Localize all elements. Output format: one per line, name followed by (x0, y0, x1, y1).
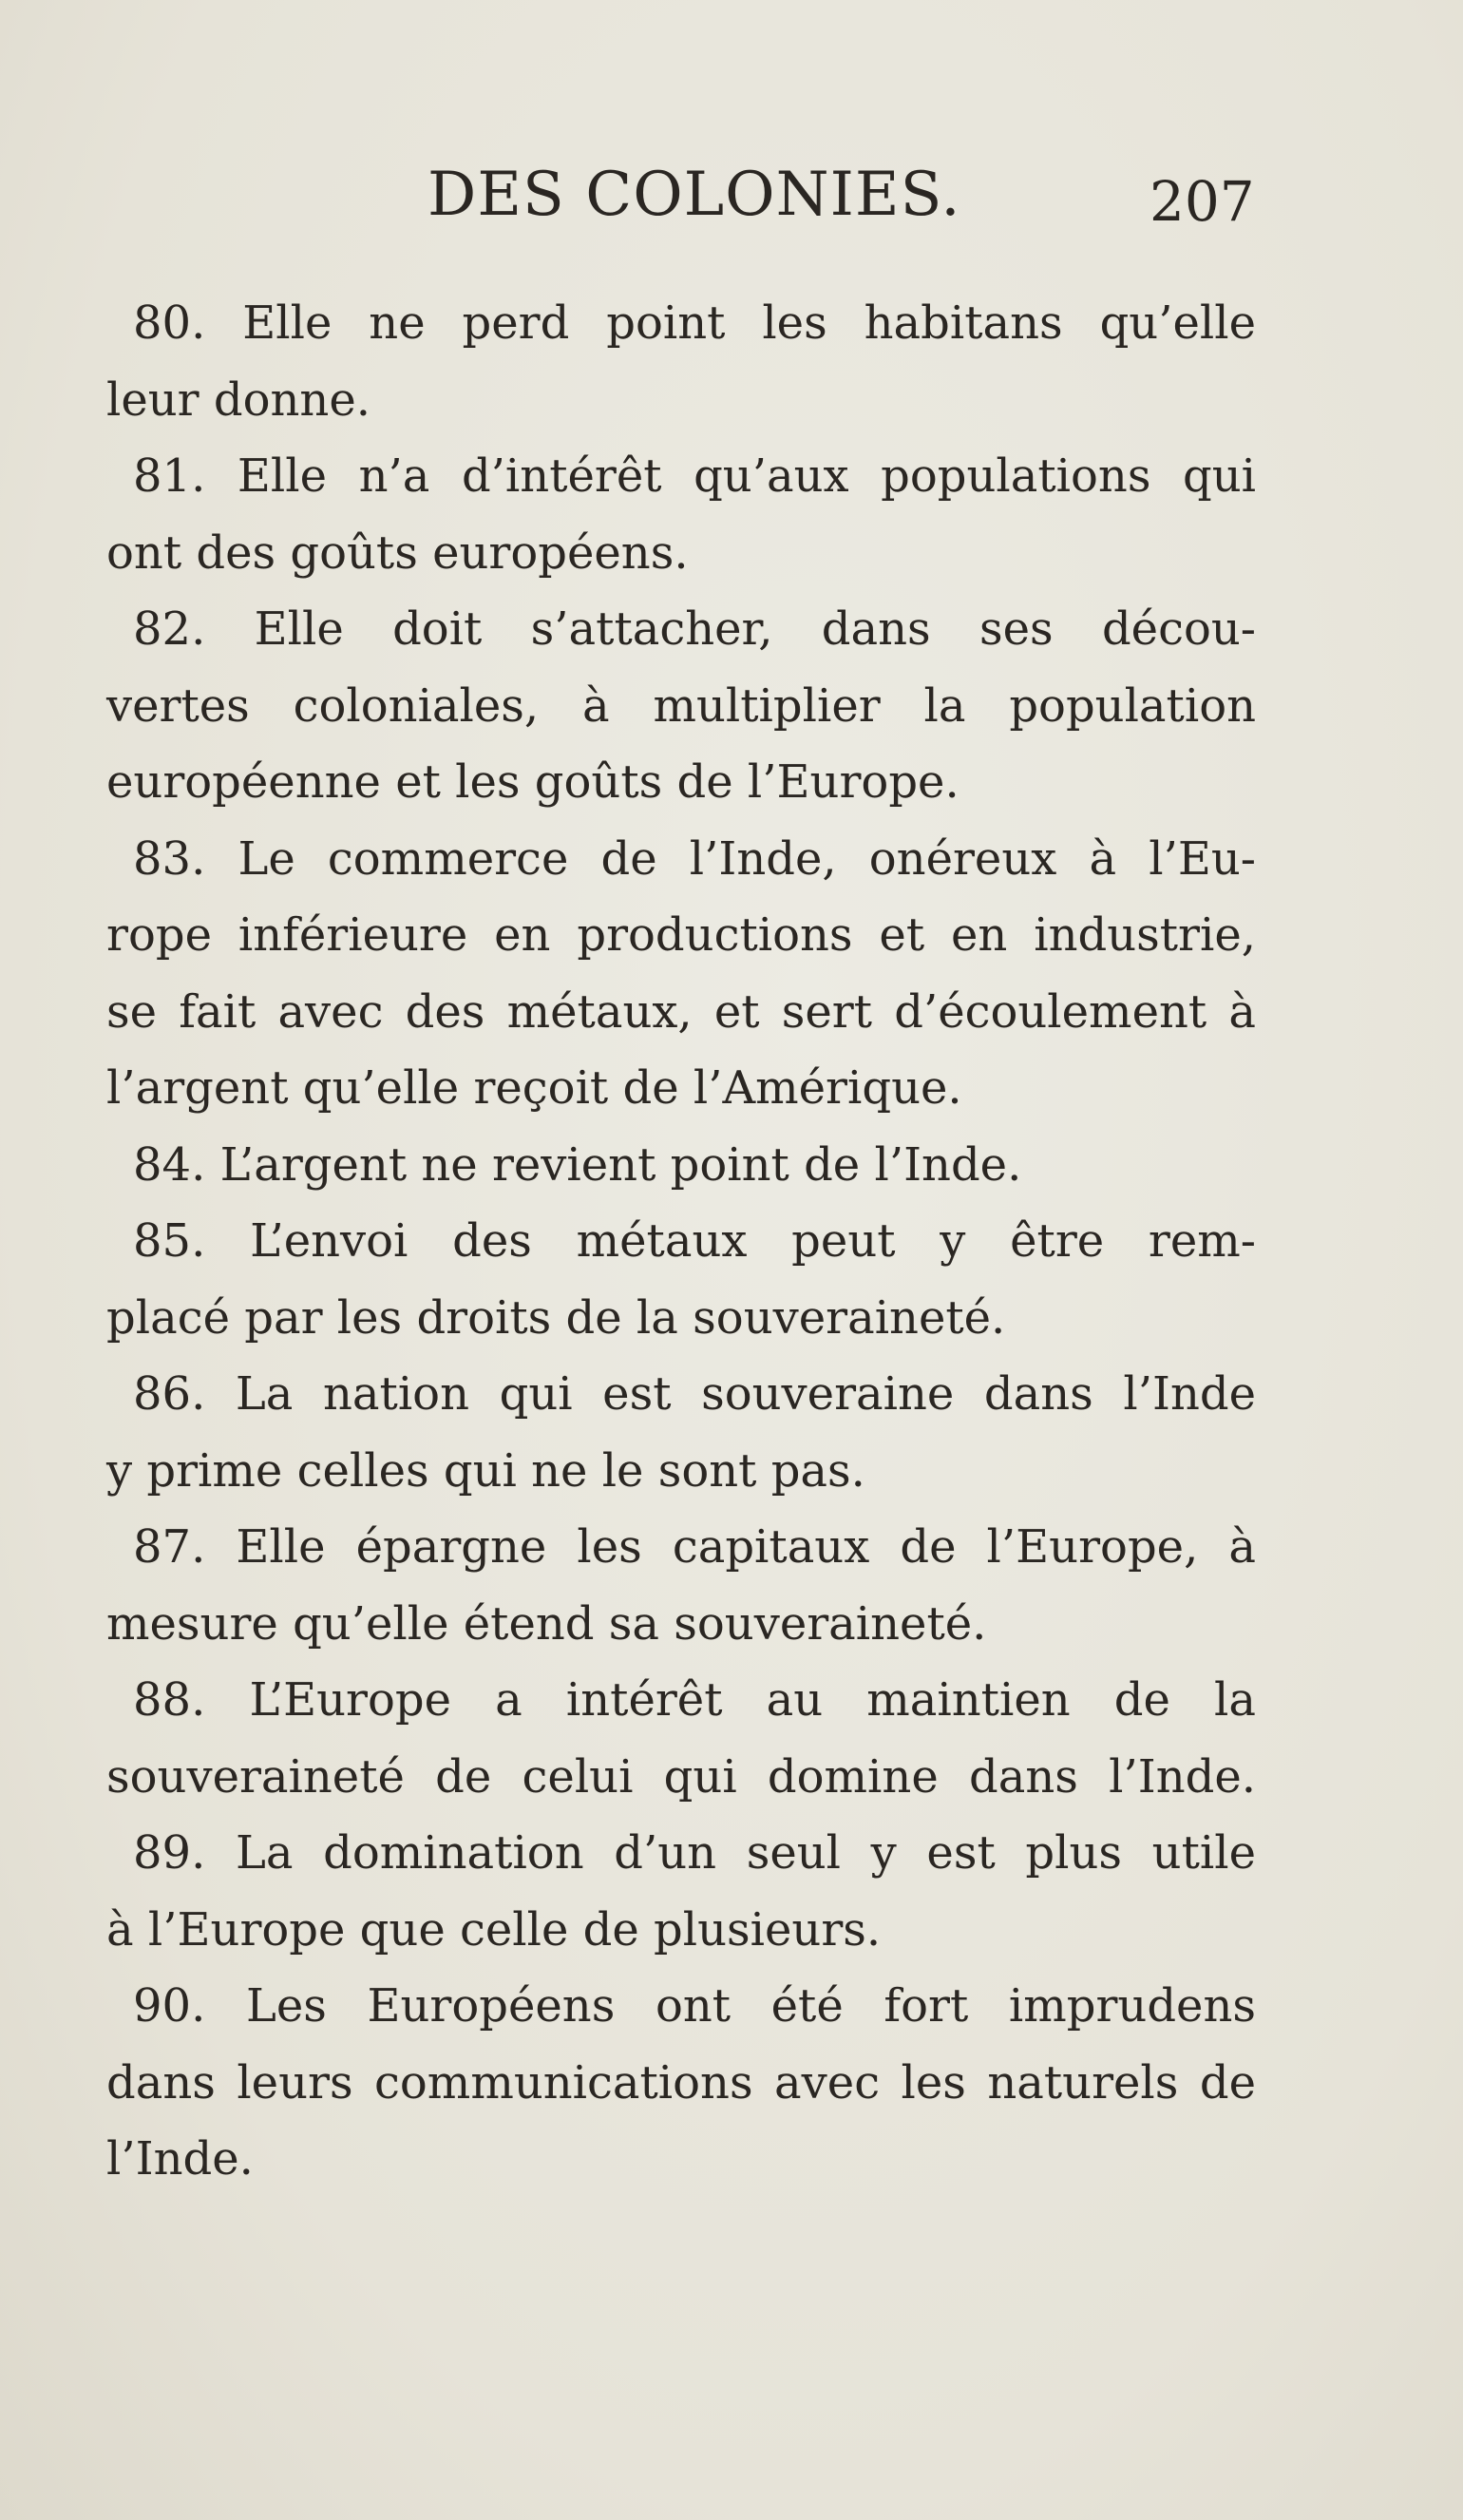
text-line: 89. La domination d’un seul y est plus utile (133, 1826, 1256, 1880)
text-line: 86. La nation qui est souveraine dans l’Inde (133, 1367, 1256, 1421)
text-line: souveraineté de celui qui domine dans l’Inde. (106, 1749, 1256, 1804)
text-line: ont des goûts européens. (106, 525, 689, 580)
text-line: l’argent qu’elle reçoit de l’Amérique. (106, 1061, 962, 1115)
text-line: européenne et les goûts de l’Europe. (106, 755, 960, 809)
text-line: mesure qu’elle étend sa souveraineté. (106, 1596, 987, 1651)
text-line: rope inférieure en productions et en industrie, (106, 908, 1256, 962)
text-line: 82. Elle doit s’attacher, dans ses décou- (133, 602, 1256, 656)
text-line: 85. L’envoi des métaux peut y être rem- (133, 1214, 1256, 1268)
text-line: 88. L’Europe a intérêt au maintien de la (133, 1673, 1256, 1727)
text-line: se fait avec des métaux, et sert d’écoulement à (106, 984, 1256, 1039)
text-line: 80. Elle ne perd point les habitans qu’elle (133, 296, 1256, 350)
text-line: placé par les droits de la souveraineté. (106, 1290, 1006, 1345)
running-title: DES COLONIES. (428, 160, 961, 230)
page-header (0, 160, 1463, 236)
text-line: 84. L’argent ne revient point de l’Inde. (133, 1137, 1022, 1192)
page-number: 207 (1150, 169, 1255, 234)
text-line: 83. Le commerce de l’Inde, onéreux à l’Eu- (133, 831, 1256, 886)
text-line: 90. Les Européens ont été fort imprudens (133, 1979, 1256, 2033)
text-line: l’Inde. (106, 2132, 254, 2186)
text-line: leur donne. (106, 372, 370, 427)
text-line: à l’Europe que celle de plusieurs. (106, 1902, 882, 1957)
text-line: dans leurs communications avec les naturels de (106, 2055, 1256, 2110)
body-text (106, 285, 1256, 2198)
text-line: 81. Elle n’a d’intérêt qu’aux populations qui (133, 449, 1256, 503)
text-line: y prime celles qui ne le sont pas. (106, 1443, 865, 1498)
text-line: vertes coloniales, à multiplier la population (106, 678, 1256, 733)
text-line: 87. Elle épargne les capitaux de l’Europe, à (133, 1520, 1256, 1574)
